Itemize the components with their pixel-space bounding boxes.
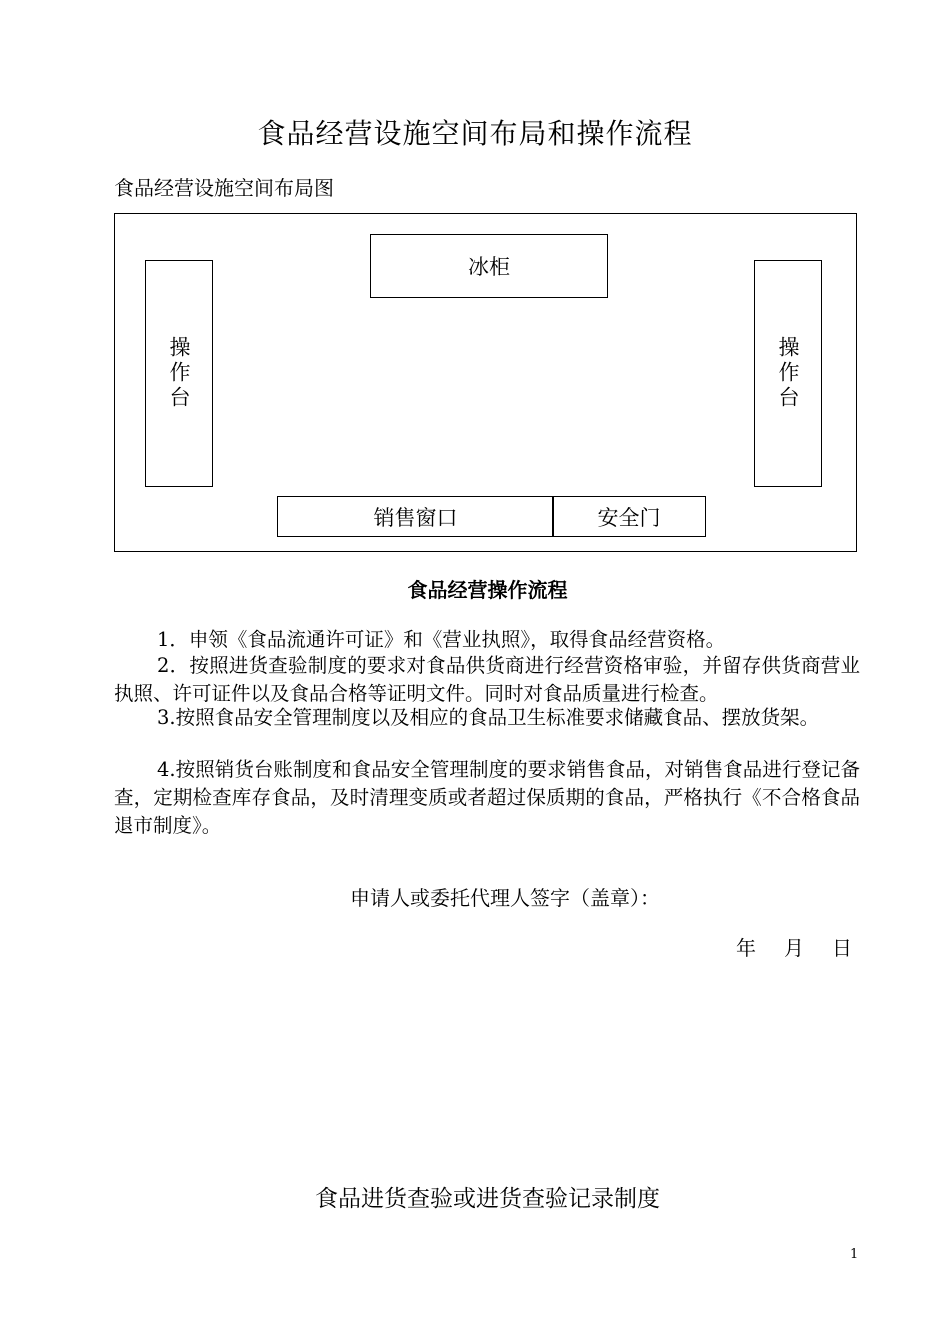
- sales-window-label: 销售窗口: [373, 505, 458, 530]
- date-line: [736, 932, 852, 961]
- safety-door-label: 安全门: [597, 505, 661, 530]
- safety-door: [552, 496, 706, 537]
- left-workbench: [145, 260, 213, 487]
- date-year: 年: [736, 936, 756, 960]
- left-workbench-label: 操作台: [167, 336, 191, 411]
- step-3: 3.按照食品安全管理制度以及相应的食品卫生标准要求储藏食品、摆放货架。: [157, 706, 820, 729]
- date-day: 日: [832, 936, 852, 960]
- layout-diagram: [114, 213, 857, 552]
- next-section-heading: 食品进货查验或进货查验记录制度: [315, 1186, 660, 1212]
- freezer: [370, 234, 608, 298]
- right-workbench-label: 操作台: [776, 336, 800, 411]
- date-month: 月: [784, 936, 804, 960]
- freezer-label: 冰柜: [468, 255, 510, 279]
- layout-caption: 食品经营设施空间布局图: [114, 176, 334, 200]
- page-number: 1: [850, 1247, 859, 1262]
- sales-window: [277, 496, 554, 537]
- step-2: 2．按照进货查验制度的要求对食品供货商进行经营资格审验，并留存供货商营业执照、许可证件以及食品合格等证明文件。同时对食品质量进行检查。: [114, 654, 860, 705]
- right-workbench: [754, 260, 822, 487]
- step-1: 1．申领《食品流通许可证》和《营业执照》，取得食品经营资格。: [157, 628, 726, 651]
- page-title: 食品经营设施空间布局和操作流程: [257, 117, 693, 150]
- step-4: 4.按照销货台账制度和食品安全管理制度的要求销售食品，对销售食品进行登记备查，定期检查库存食品，及时清理变质或者超过保质期的食品，严格执行《不合格食品退市制度》。: [114, 758, 860, 837]
- process-title: 食品经营操作流程: [407, 578, 568, 602]
- signature-label: 申请人或委托代理人签字（盖章）：: [350, 886, 660, 910]
